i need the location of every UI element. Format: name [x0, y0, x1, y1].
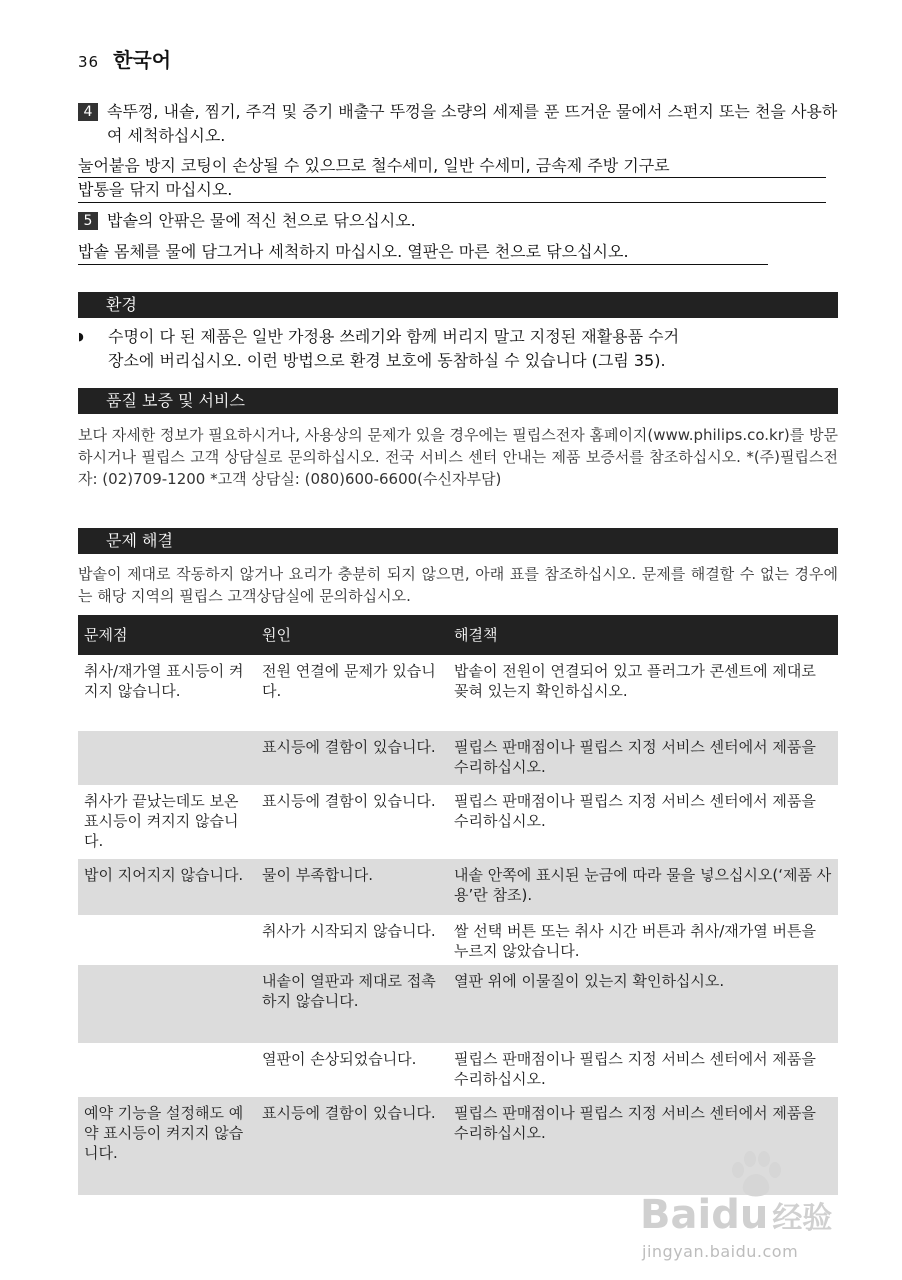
cell-solution: 밥솥이 전원이 연결되어 있고 플러그가 콘센트에 제대로 꽂혀 있는지 확인하십시오. — [454, 662, 816, 700]
cell-cause: 표시등에 결함이 있습니다. — [262, 792, 436, 810]
bullet-text-line: 수명이 다 된 제품은 일반 가정용 쓰레기와 함께 버리지 말고 지정된 재활용품 수거 — [108, 327, 680, 346]
cell-cause: 내솥이 열판과 제대로 접촉하지 않습니다. — [262, 972, 436, 1010]
cell-cause: 전원 연결에 문제가 있습니다. — [262, 662, 436, 700]
step-number-badge: 5 — [78, 212, 98, 230]
cell-solution: 필립스 판매점이나 필립스 지정 서비스 센터에서 제품을 수리하십시오. — [454, 792, 816, 830]
table-row — [78, 731, 838, 785]
cell-cause: 취사가 시작되지 않습니다. — [262, 922, 436, 940]
page-language-title: 한국어 — [113, 48, 172, 72]
watermark-brand — [640, 1192, 832, 1238]
step-5 — [78, 209, 838, 233]
page-header — [78, 44, 171, 73]
table-row — [78, 859, 838, 915]
cell-solution: 필립스 판매점이나 필립스 지정 서비스 센터에서 제품을 수리하십시오. — [454, 1104, 816, 1142]
page-number: 36 — [78, 53, 100, 71]
cell-problem: 취사/재가열 표시등이 켜지지 않습니다. — [84, 662, 244, 700]
section-title-environment: 환경 — [78, 292, 838, 318]
cell-problem: 예약 기능을 설정해도 예약 표시등이 켜지지 않습니다. — [84, 1104, 244, 1162]
cell-cause: 표시등에 결함이 있습니다. — [262, 738, 436, 756]
section-title-troubleshooting: 문제 해결 — [78, 528, 838, 554]
cell-solution: 열판 위에 이물질이 있는지 확인하십시오. — [454, 972, 725, 990]
troubleshooting-paragraph: 밥솥이 제대로 작동하지 않거나 요리가 충분히 되지 않으면, 아래 표를 참조하십시오. 문제를 해결할 수 없는 경우에는 해당 지역의 필립스 고객상담실에 문의하십시오. — [78, 565, 838, 605]
table-header-row — [78, 615, 838, 655]
cell-problem — [78, 731, 256, 785]
table-row — [78, 915, 838, 965]
column-header-problem: 문제점 — [84, 626, 128, 644]
cell-solution: 쌀 선택 버튼 또는 취사 시간 버튼과 취사/재가열 버튼을 누르지 않았습니다. — [454, 922, 816, 960]
warning-line: 밥솥 몸체를 물에 담그거나 세척하지 마십시오. 열판은 마른 천으로 닦으십시오. — [78, 240, 768, 265]
table-row — [78, 785, 838, 859]
paw-icon — [728, 1150, 784, 1198]
step-text: 밥솥의 안팎은 물에 적신 천으로 닦으십시오. — [107, 211, 416, 230]
cell-problem: 취사가 끝났는데도 보온 표시등이 켜지지 않습니다. — [84, 792, 239, 850]
cell-problem: 밥이 지어지지 않습니다. — [84, 866, 244, 884]
cell-problem — [78, 915, 256, 965]
section-title-warranty: 품질 보증 및 서비스 — [78, 388, 838, 414]
cell-problem — [78, 1043, 256, 1097]
cell-problem — [78, 965, 256, 1043]
bullet-text-line: 장소에 버리십시오. 이런 방법으로 환경 보호에 동참하실 수 있습니다 (그림 35). — [108, 351, 666, 370]
troubleshooting-table — [78, 615, 838, 1195]
cell-solution: 필립스 판매점이나 필립스 지정 서비스 센터에서 제품을 수리하십시오. — [454, 738, 816, 776]
table-row — [78, 1043, 838, 1097]
cell-solution: 내솥 안쪽에 표시된 눈금에 따라 물을 넣으십시오(‘제품 사용’란 참조). — [454, 866, 832, 904]
table-row — [78, 965, 838, 1043]
warning-line: 밥통을 닦지 마십시오. — [78, 178, 826, 203]
bullet-icon: ◗ — [78, 330, 84, 343]
cell-solution: 필립스 판매점이나 필립스 지정 서비스 센터에서 제품을 수리하십시오. — [454, 1050, 816, 1088]
environment-bullet — [78, 325, 838, 373]
table-row — [78, 655, 838, 731]
warning-line: 눌어붙음 방지 코팅이 손상될 수 있으므로 철수세미, 일반 수세미, 금속제 주방 기구로 — [78, 156, 670, 175]
baidu-watermark — [640, 1150, 860, 1260]
warranty-paragraph: 보다 자세한 정보가 필요하시거나, 사용상의 문제가 있을 경우에는 필립스전자 홈페이지(www.philips.co.kr)를 방문하시거나 필립스 고객 상담실로 문의하십시오. 전국 서비스 센터 안내는 제품 보증서를 참조하십시오. *(주)필립스전자: (02)709-1200 *고객 상담실: (080)600-6600(수신자부담) — [78, 426, 838, 488]
step-text: 속뚜껑, 내솥, 찜기, 주걱 및 증기 배출구 뚜껑을 소량의 세제를 푼 뜨거운 물에서 스펀지 또는 천을 사용하여 세척하십시오. — [107, 102, 838, 145]
cell-cause: 열판이 손상되었습니다. — [262, 1050, 417, 1068]
column-header-cause: 원인 — [262, 626, 291, 644]
cell-cause: 표시등에 결함이 있습니다. — [262, 1104, 436, 1122]
step-4 — [78, 100, 838, 148]
watermark-url: jingyan.baidu.com — [642, 1242, 799, 1261]
step-number-badge: 4 — [78, 103, 98, 121]
watermark-brand-latin: Baidu — [640, 1192, 769, 1238]
watermark-brand-cn: 经验 — [772, 1201, 833, 1236]
column-header-solution: 해결책 — [454, 626, 498, 644]
cell-cause: 물이 부족합니다. — [262, 866, 373, 884]
